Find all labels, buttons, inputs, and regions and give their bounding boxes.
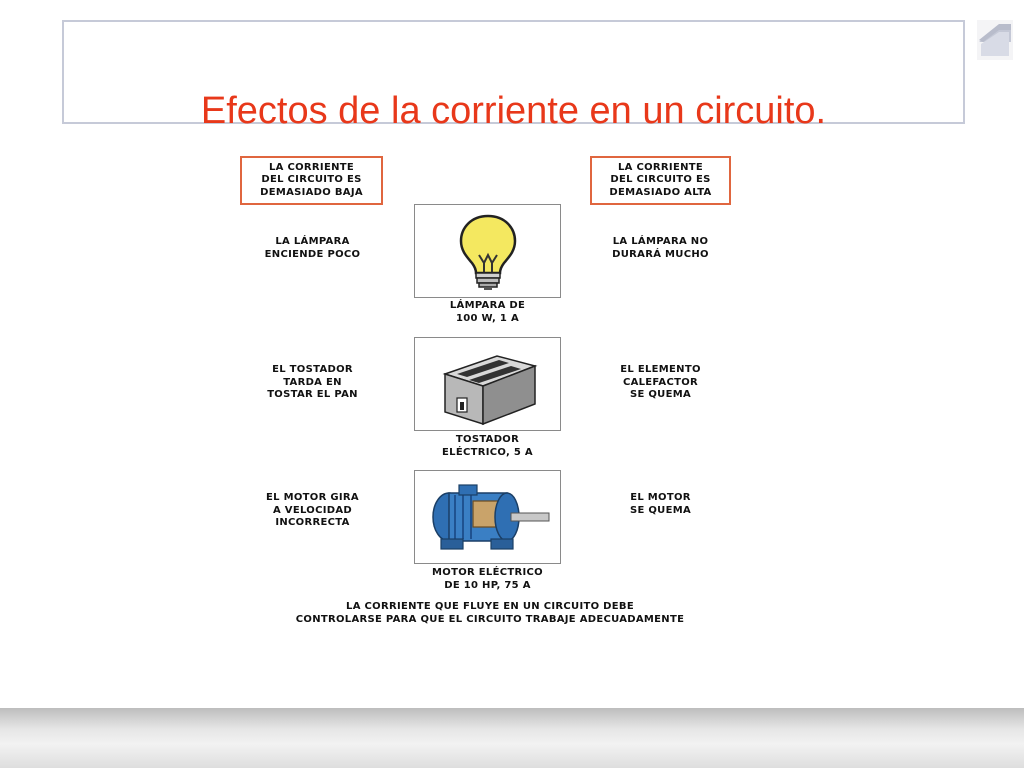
footer-bar — [0, 708, 1024, 768]
header-current-too-high — [590, 156, 731, 205]
lamp-caption: LÁMPARA DE 100 W, 1 A — [449, 300, 526, 324]
toaster-image-box — [414, 337, 561, 431]
conclusion-text: LA CORRIENTE QUE FLUYE EN UN CIRCUITO DEBE CONTROLARSE PARA QUE EL CIRCUITO TRABAJE ADECUADAMENTE — [295, 601, 685, 625]
home-icon[interactable] — [977, 20, 1013, 60]
header-current-too-low — [240, 156, 383, 205]
low-effect-lamp: LA LÁMPARA ENCIENDE POCO — [264, 236, 361, 260]
toaster-icon — [437, 344, 541, 426]
lamp-image-box — [414, 204, 561, 298]
title-box — [62, 20, 965, 132]
high-effect-lamp: LA LÁMPARA NO DURARÁ MUCHO — [612, 236, 709, 260]
toaster-caption: TOSTADOR ELÉCTRICO, 5 A — [442, 434, 533, 458]
motor-image-box — [414, 470, 561, 564]
header-current-too-low-text: LA CORRIENTE DEL CIRCUITO ES DEMASIADO BAJA — [260, 161, 363, 198]
slide-title: Efectos de la corriente en un circuito. — [200, 90, 827, 132]
motor-caption: MOTOR ELÉCTRICO DE 10 HP, 75 A — [432, 567, 543, 591]
low-effect-motor: EL MOTOR GIRA A VELOCIDAD INCORRECTA — [266, 492, 359, 528]
high-effect-motor: EL MOTOR SE QUEMA — [629, 492, 692, 516]
high-effect-toaster: EL ELEMENTO CALEFACTOR SE QUEMA — [620, 364, 701, 400]
low-effect-toaster: EL TOSTADOR TARDA EN TOSTAR EL PAN — [267, 364, 358, 400]
electric-motor-icon — [425, 479, 553, 559]
light-bulb-icon — [455, 213, 521, 291]
header-current-too-high-text: LA CORRIENTE DEL CIRCUITO ES DEMASIADO ALTA — [609, 161, 712, 198]
